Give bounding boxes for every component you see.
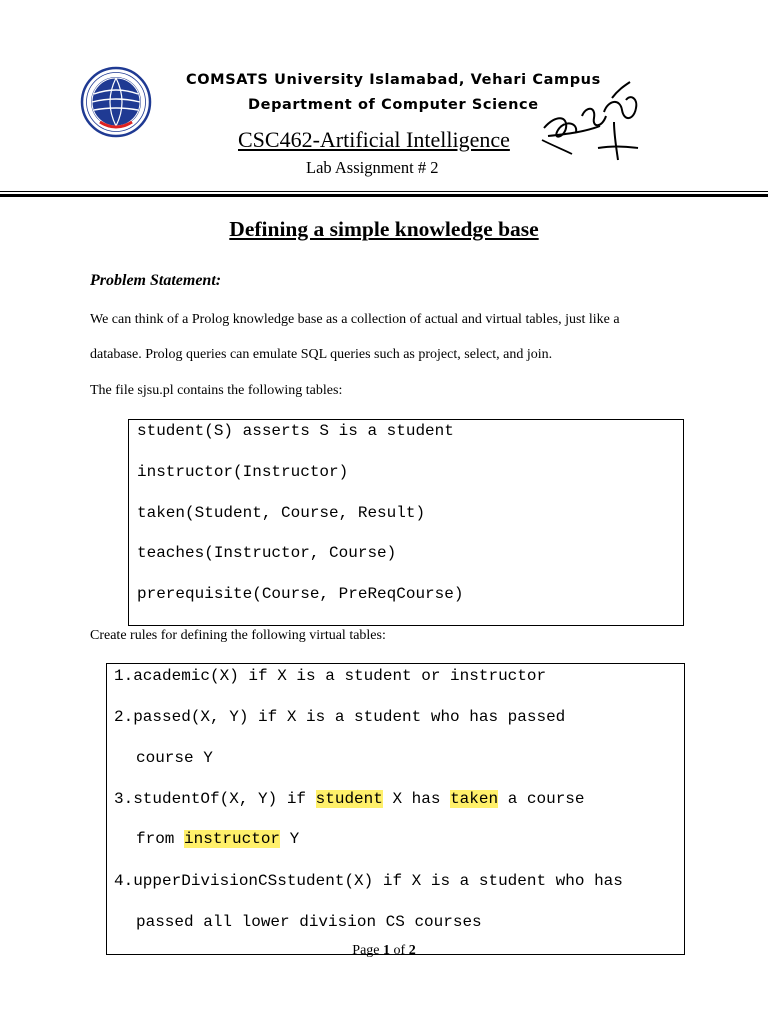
rule-2-continued: course Y — [136, 749, 213, 767]
assignment-label: Lab Assignment # 2 — [306, 158, 439, 177]
highlight: student — [315, 790, 383, 808]
code-line-teaches: teaches(Instructor, Course) — [137, 544, 397, 562]
department-name: Department of Computer Science — [248, 97, 539, 113]
course-title: CSC462-Artificial Intelligence — [238, 127, 510, 152]
paragraph-rules-intro: Create rules for defining the following virtual tables: — [90, 628, 386, 643]
rule-3: 3.studentOf(X, Y) if student X has taken a course — [114, 790, 585, 808]
problem-statement-heading: Problem Statement: — [90, 272, 222, 289]
code-line-prerequisite: prerequisite(Course, PreReqCourse) — [137, 585, 464, 603]
university-name: COMSATS University Islamabad, Vehari Campus — [186, 72, 601, 88]
code-line-instructor: instructor(Instructor) — [137, 463, 349, 481]
document-title: Defining a simple knowledge base — [229, 217, 539, 241]
code-line-student: student(S) asserts S is a student — [137, 422, 454, 440]
highlight: taken — [450, 790, 499, 808]
header-divider-thick — [0, 194, 768, 197]
rule-4-continued: passed all lower division CS courses — [136, 913, 482, 931]
highlight: instructor — [184, 830, 281, 848]
header-divider-thin — [0, 191, 768, 192]
code-line-taken: taken(Student, Course, Result) — [137, 504, 426, 522]
paragraph-line: We can think of a Prolog knowledge base as a collection of actual and virtual tables, just like a — [90, 312, 620, 327]
rule-2: 2.passed(X, Y) if X is a student who has passed — [114, 708, 566, 726]
rule-4: 4.upperDivisionCSstudent(X) if X is a student who has — [114, 872, 623, 890]
paragraph-line: database. Prolog queries can emulate SQL queries such as project, select, and join. — [90, 347, 553, 362]
page-footer: Page 1 of 2 — [352, 943, 416, 958]
signature-icon — [538, 76, 648, 168]
paragraph-tables-intro: The file sjsu.pl contains the following tables: — [90, 383, 343, 398]
rule-1: 1.academic(X) if X is a student or instructor — [114, 667, 547, 685]
tables-code-box — [128, 419, 684, 626]
rule-3-continued: from instructor Y — [136, 830, 300, 848]
university-logo — [80, 66, 152, 138]
rules-code-box — [106, 663, 685, 955]
